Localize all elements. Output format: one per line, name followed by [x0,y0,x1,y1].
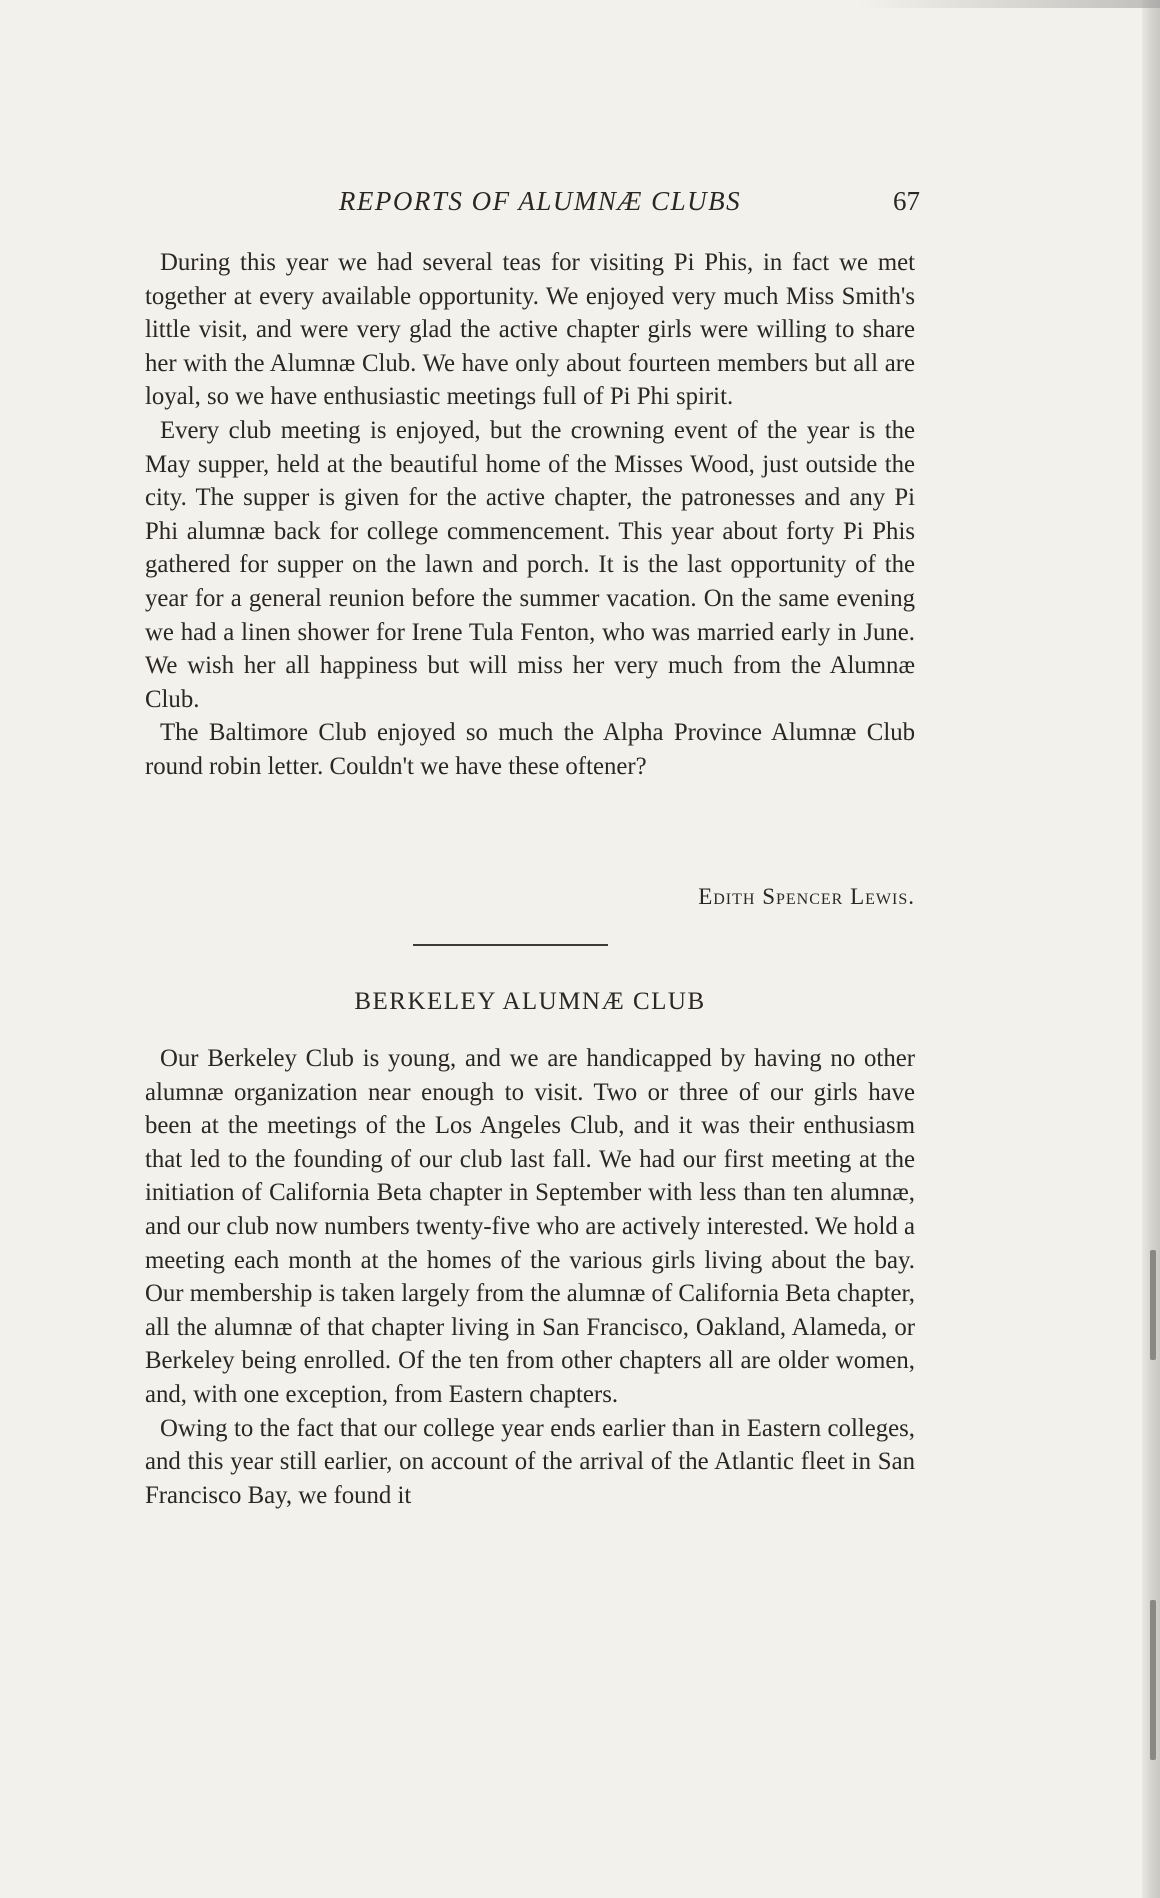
paragraph: Our Berkeley Club is young, and we are handicapped by having no other alumnæ organization near enough to visit. Two or three of our girls have been at the meetings of the Los Angeles Club, and it was their enthusiasm that led to the founding of our club last fall. We had our first meeting at the initiation of California Beta chapter in September with less than ten alumnæ, and our club now numbers twenty-five who are actively interested. We hold a meeting each month at the homes of the various girls living about the bay. Our membership is taken largely from the alumnæ of California Beta chapter, all the alumnæ of that chapter living in San Francisco, Oakland, Alameda, or Berkeley being enrolled. Of the ten from other chapters all are older women, and, with one exception, from Eastern chapters. [145,1045,915,1408]
paragraph: The Baltimore Club enjoyed so much the Alpha Province Alumnæ Club round robin letter. Couldn't we have these oftener? [145,719,915,780]
berkeley-club-report [145,1042,915,1512]
baltimore-club-report [145,246,915,784]
paragraph: During this year we had several teas for visiting Pi Phis, in fact we met together at every available opportunity. We enjoyed very much Miss Smith's little visit, and were very glad the active chapter girls were willing to share her with the Alumnæ Club. We have only about fourteen members but all are loyal, so we have enthusiastic meetings full of Pi Phi spirit. [145,249,915,411]
edge-mark [1150,1600,1156,1760]
running-head [150,176,920,236]
page-number: 67 [893,186,920,216]
author-signature: Edith Spencer Lewis. [698,884,915,909]
paragraph: Owing to the fact that our college year ends earlier than in Eastern colleges, and this year still earlier, on account of the arrival of the Atlantic fleet in San Francisco Bay, we found it [145,1414,915,1509]
header-title: REPORTS OF ALUMNÆ CLUBS [338,186,742,216]
top-edge-shadow [860,0,1160,8]
paragraph: Every club meeting is enjoyed, but the crowning event of the year is the May supper, held at the beautiful home of the Misses Wood, just outside the city. The supper is given for the active chapter, the patronesses and any Pi Phi alumnæ back for college commencement. This year about forty Pi Phis gathered for supper on the lawn and porch. It is the last opportunity of the year for a general reunion before the summer vacation. On the same evening we had a linen shower for Irene Tula Fenton, who was married early in June. We wish her all happiness but will miss her very much from the Alumnæ Club. [145,416,915,713]
section-title: BERKELEY ALUMNÆ CLUB [354,988,706,1015]
edge-mark [1150,1250,1156,1360]
section-divider [413,944,608,946]
